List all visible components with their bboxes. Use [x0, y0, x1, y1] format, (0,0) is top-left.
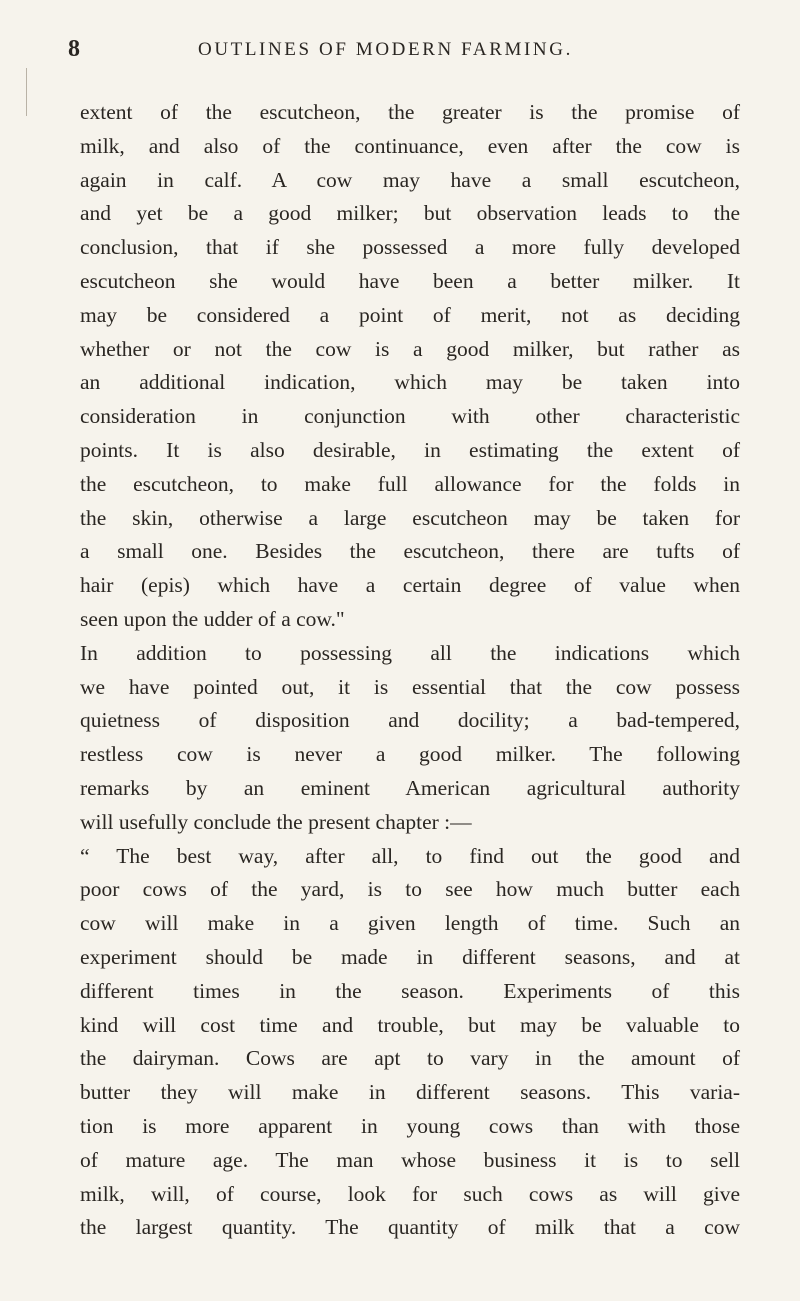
text-line: escutcheon she would have been a better milker. It [80, 268, 740, 293]
text-line: poor cows of the yard, is to see how much butter each [80, 877, 740, 902]
text-line: seen upon the udder of a cow." [80, 606, 345, 631]
text-line: remarks by an eminent American agricultural authority [80, 775, 740, 800]
text-line: again in calf. A cow may have a small escutcheon, [80, 167, 740, 192]
text-line: points. It is also desirable, in estimating the extent of [80, 437, 740, 462]
text-line: hair (epis) which have a certain degree of value when [80, 573, 740, 598]
page-number: 8 [68, 36, 81, 62]
margin-mark [26, 68, 27, 116]
text-line: conclusion, that if she possessed a more fully developed [80, 235, 740, 260]
text-line: will usefully conclude the present chapter :— [80, 809, 472, 834]
text-line: the escutcheon, to make full allowance for the folds in [80, 471, 740, 496]
text-line: whether or not the cow is a good milker, but rather as [80, 336, 740, 361]
text-line: the dairyman. Cows are apt to vary in the amount of [80, 1046, 740, 1071]
text-line: cow will make in a given length of time. Such an [80, 911, 740, 936]
text-line: the skin, otherwise a large escutcheon may be taken for [80, 505, 740, 530]
text-line: may be considered a point of merit, not as deciding [80, 302, 740, 327]
quotation-start-line: “ The best way, after all, to find out the good and [80, 843, 740, 868]
text-line: we have pointed out, it is essential that the cow possess [80, 674, 740, 699]
body-text [80, 96, 740, 1245]
text-line: milk, will, of course, look for such cows as will give [80, 1181, 740, 1206]
text-line: different times in the season. Experiments of this [80, 978, 740, 1003]
text-line: tion is more apparent in young cows than with those [80, 1113, 740, 1138]
text-line: restless cow is never a good milker. The following [80, 742, 740, 767]
text-line: extent of the escutcheon, the greater is the promise of [80, 100, 740, 124]
text-line: an additional indication, which may be taken into [80, 370, 740, 395]
text-line: consideration in conjunction with other characteristic [80, 404, 740, 429]
text-line: quietness of disposition and docility; a bad-tempered, [80, 708, 740, 733]
running-head [68, 36, 736, 66]
text-line: butter they will make in different seasons. This varia- [80, 1080, 740, 1105]
running-title: OUTLINES OF MODERN FARMING. [198, 39, 573, 60]
text-line: experiment should be made in different seasons, and at [80, 944, 740, 969]
text-line: and yet be a good milker; but observation leads to the [80, 201, 740, 226]
paragraph-start-line: In addition to possessing all the indications which [80, 640, 740, 665]
text-line: kind will cost time and trouble, but may be valuable to [80, 1012, 740, 1037]
text-line: a small one. Besides the escutcheon, there are tufts of [80, 539, 740, 564]
text-line: milk, and also of the continuance, even after the cow is [80, 133, 740, 158]
text-line: the largest quantity. The quantity of milk that a cow [80, 1215, 740, 1240]
text-line: of mature age. The man whose business it is to sell [80, 1147, 740, 1172]
